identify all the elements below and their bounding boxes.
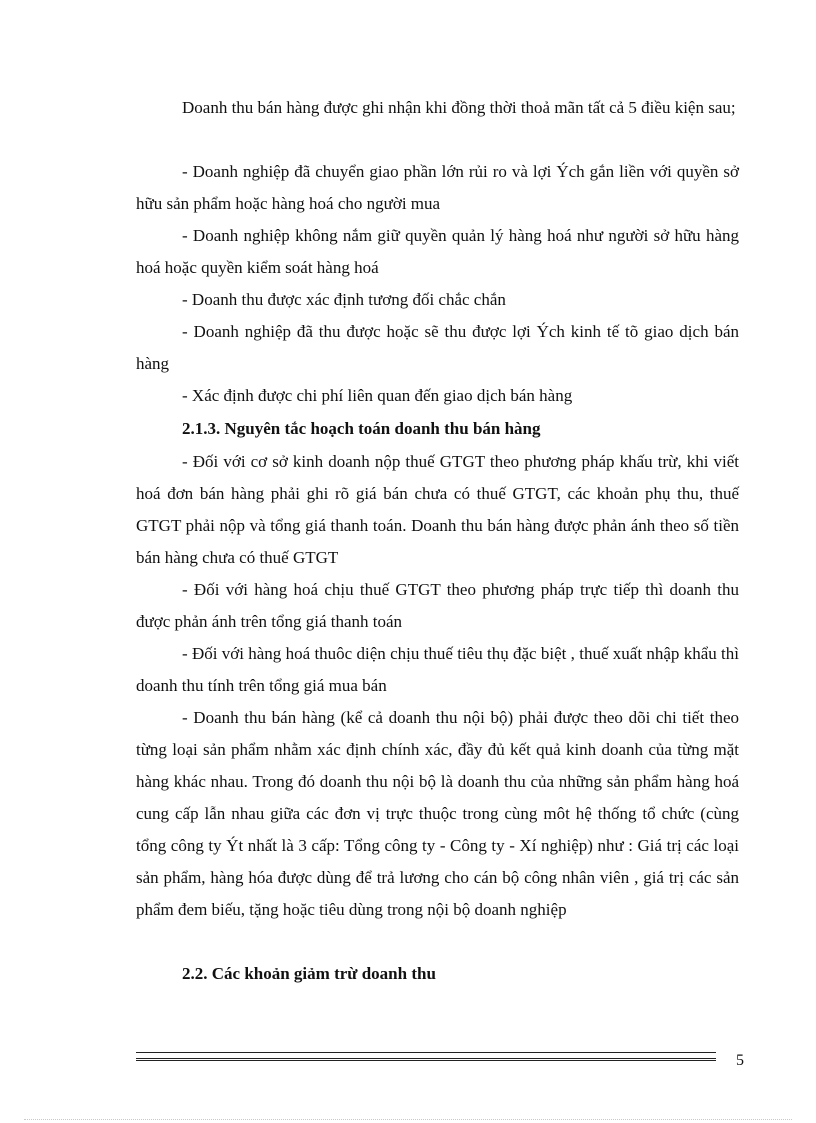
paragraph-revenue-conditions: Doanh thu bán hàng được ghi nhận khi đồng thời thoả mãn tất cả 5 điều kiện sau;: [182, 98, 736, 117]
page-number: 5: [736, 1052, 744, 1069]
paragraph-special-tax: - Đối với hàng hoá thuôc diện chịu thuế tiêu thụ đặc biệt , thuế xuất nhập khẩu thì doanh thu tính trên tổng giá mua bán: [136, 644, 739, 695]
paragraph-condition-risk-transfer: - Doanh nghiệp đã chuyển giao phần lớn rủi ro và lợi Ých gắn liền với quyền sở hữu sản phẩm hoặc hàng hoá cho người mua: [136, 162, 739, 213]
paragraph-internal-revenue: - Doanh thu bán hàng (kể cả doanh thu nội bộ) phải được theo dõi chi tiết theo từng loại sản phẩm nhằm xác định chính xác, đầy đủ kết quả kinh doanh của từng mặt hàng khác nhau. Trong đó doanh thu nội bộ là doanh thu của những sản phẩm hàng hoá cung cấp lẫn nhau giữa các đơn vị trực thuộc trong cùng môt hệ thống tổ chức (cùng tổng công ty Ýt nhất là 3 cấp: Tổng công ty - Công ty - Xí nghiệp) như : Giá trị các loại sản phẩm, hàng hóa được dùng để trả lương cho cán bộ công nhân viên , giá trị các sản phẩm đem biếu, tặng hoặc tiêu dùng trong nội bộ doanh nghiệp: [136, 708, 739, 919]
page-edge-dotted-line: [24, 1119, 792, 1120]
footer-rule: [136, 1052, 716, 1061]
paragraph-condition-economic-benefit: - Doanh nghiệp đã thu được hoặc sẽ thu được lợi Ých kinh tế tõ giao dịch bán hàng: [136, 322, 739, 373]
paragraph-condition-costs: - Xác định được chi phí liên quan đến giao dịch bán hàng: [182, 386, 573, 405]
paragraph-condition-no-control: - Doanh nghiệp không nắm giữ quyền quản lý hàng hoá như người sở hữu hàng hoá hoặc quyền kiểm soát hàng hoá: [136, 226, 739, 277]
paragraph-vat-direct: - Đối với hàng hoá chịu thuế GTGT theo phương pháp trực tiếp thì doanh thu được phản ánh trên tổng giá thanh toán: [136, 580, 739, 631]
section-heading-2-2: 2.2. Các khoản giảm trừ doanh thu: [182, 964, 436, 983]
paragraph-condition-revenue-certain: - Doanh thu được xác định tương đối chắc chắn: [182, 290, 506, 309]
section-heading-2-1-3: 2.1.3. Nguyên tắc hoạch toán doanh thu bán hàng: [182, 419, 541, 438]
paragraph-vat-deduction: - Đối với cơ sở kinh doanh nộp thuế GTGT theo phương pháp khấu trừ, khi viết hoá đơn bán hàng phải ghi rõ giá bán chưa có thuế GTGT, các khoản phụ thu, thuế GTGT phải nộp và tổng giá thanh toán. Doanh thu bán hàng được phản ánh theo số tiền bán hàng chưa có thuế GTGT: [136, 452, 739, 567]
